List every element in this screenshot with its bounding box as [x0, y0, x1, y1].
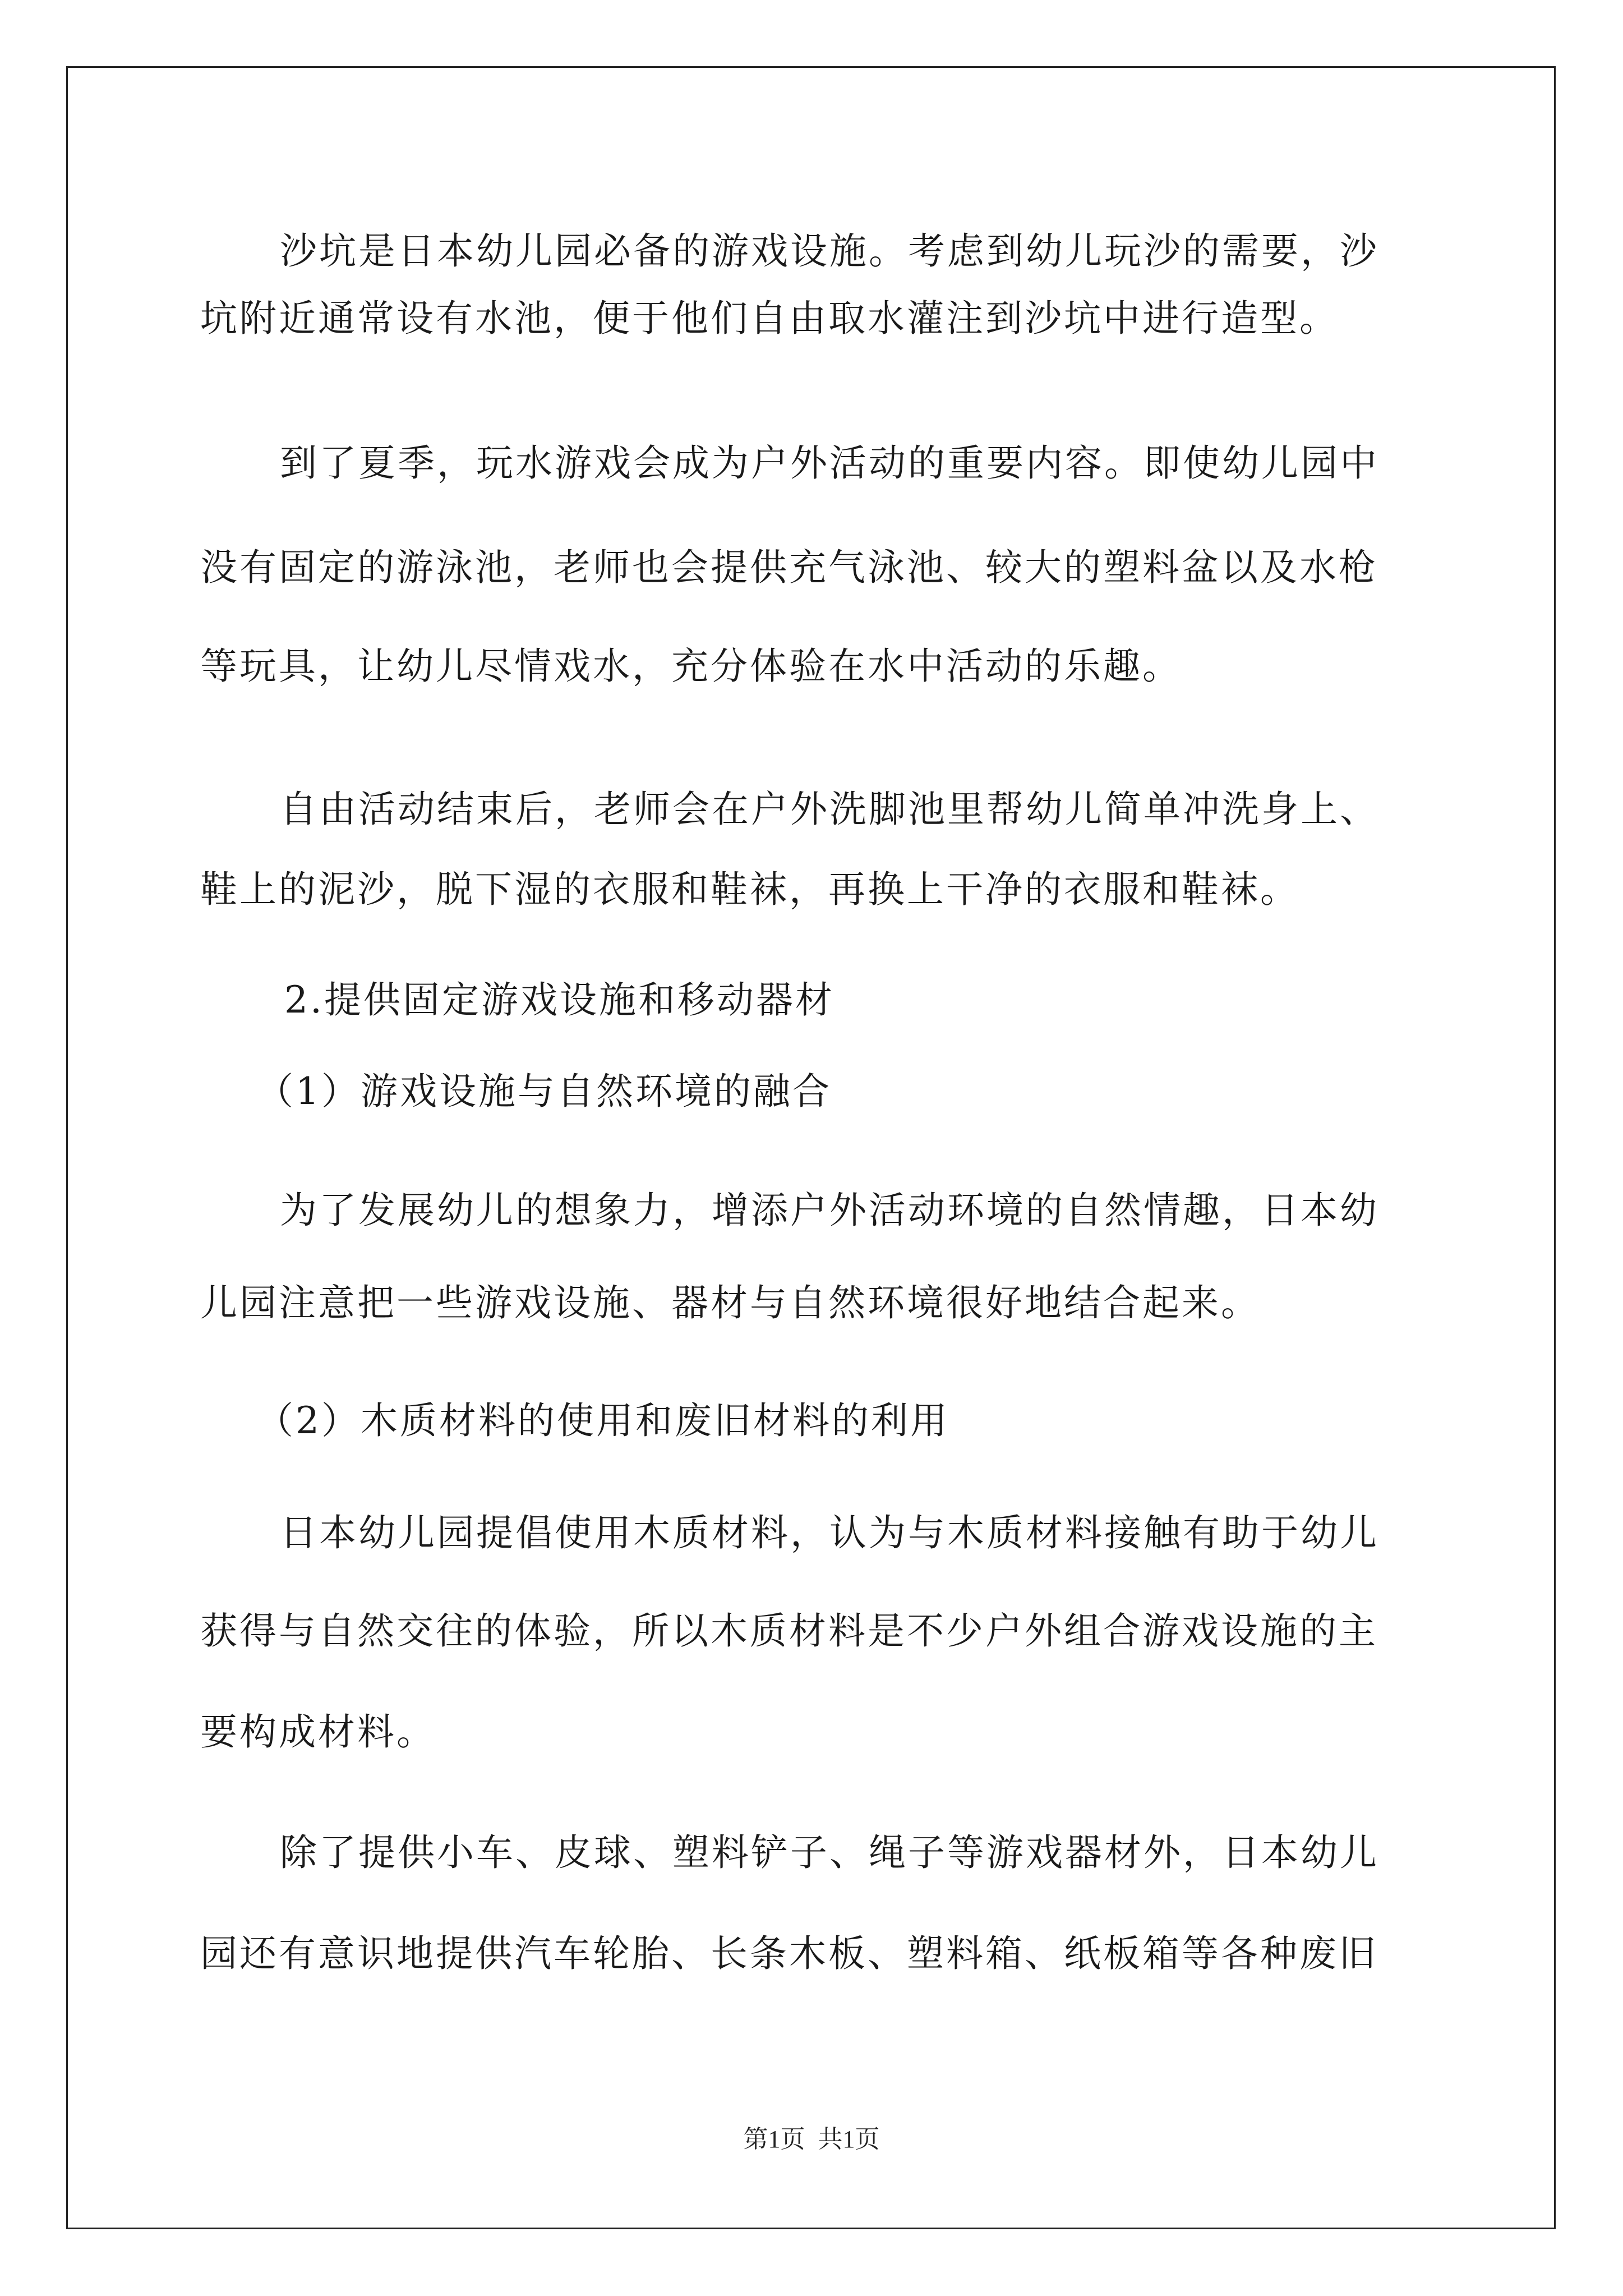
page-footer [0, 2123, 1623, 2156]
paragraph-line: 除了提供小车、皮球、塑料铲子、绳子等游戏器材外，日本幼儿 [280, 1831, 1379, 1874]
paragraph-line: 没有固定的游泳池，老师也会提供充气泳池、较大的塑料盆以及水枪 [200, 546, 1378, 589]
paragraph-line: 园还有意识地提供汽车轮胎、长条木板、塑料箱、纸板箱等各种废旧 [200, 1932, 1378, 1975]
paragraph-line: 等玩具，让幼儿尽情戏水，充分体验在水中活动的乐趣。 [200, 645, 1182, 688]
paragraph-line: 获得与自然交往的体验，所以木质材料是不少户外组合游戏设施的主 [200, 1609, 1378, 1653]
page-number: 第1页 [743, 2125, 805, 2153]
paragraph-line: 为了发展幼儿的想象力，增添户外活动环境的自然情趣，日本幼 [280, 1189, 1379, 1232]
paragraph-line: 到了夏季，玩水游戏会成为户外活动的重要内容。即使幼儿园中 [280, 441, 1379, 485]
paragraph-line: 沙坑是日本幼儿园必备的游戏设施。考虑到幼儿玩沙的需要，沙 [280, 229, 1379, 273]
paragraph-line: 坑附近通常设有水池，便于他们自由取水灌注到沙坑中进行造型。 [200, 297, 1339, 340]
paragraph-line: 儿园注意把一些游戏设施、器材与自然环境很好地结合起来。 [200, 1281, 1260, 1324]
paragraph-line: 要构成材料。 [200, 1710, 436, 1754]
subsection-heading: （2）木质材料的使用和废旧材料的利用 [256, 1399, 949, 1442]
section-heading: 2.提供固定游戏设施和移动器材 [284, 978, 834, 1022]
paragraph-line: 自由活动结束后，老师会在户外洗脚池里帮幼儿简单冲洗身上、 [280, 788, 1379, 831]
page-total: 共1页 [818, 2125, 880, 2153]
page-border [66, 66, 1556, 2229]
paragraph-line: 鞋上的泥沙，脱下湿的衣服和鞋袜，再换上干净的衣服和鞋袜。 [200, 868, 1299, 911]
subsection-heading: （1）游戏设施与自然环境的融合 [256, 1070, 832, 1113]
paragraph-line: 日本幼儿园提倡使用木质材料，认为与木质材料接触有助于幼儿 [280, 1511, 1379, 1554]
